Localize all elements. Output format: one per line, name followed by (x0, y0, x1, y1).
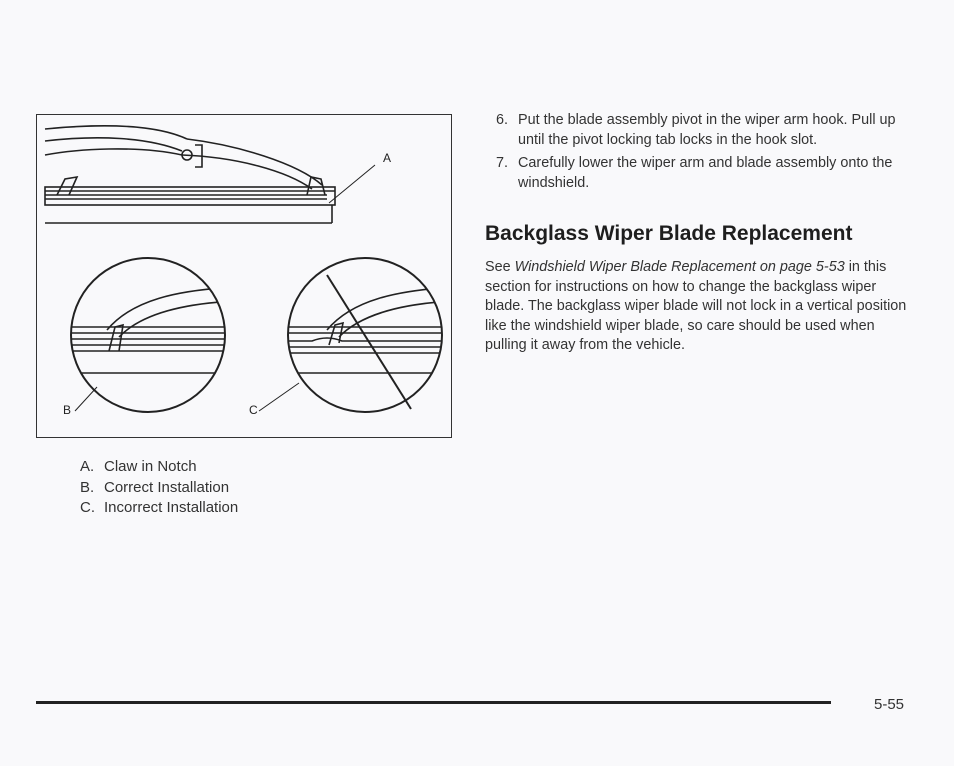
step-7: 7. Carefully lower the wiper arm and blade assembly onto the windshield. (496, 155, 893, 191)
page-number: 5-55 (874, 696, 905, 713)
callout-b-leader (75, 387, 97, 411)
step-6: 6. Put the blade assembly pivot in the wiper arm hook. Pull up until the pivot locking tab locks in the hook slot. (496, 112, 896, 148)
wiper-illustration (36, 114, 452, 438)
section-paragraph: See Windshield Wiper Blade Replacement on page 5-53 in this section for instructions on how to change the backglass wiper blade. The backglass wiper blade will not lock in a vertical position like the windshield wiper blade, so care should be used when pulling it away from the vehicle. (485, 259, 907, 354)
footer-rule (36, 701, 831, 704)
legend-item-b: B. Correct Installation (80, 478, 230, 496)
legend-item-a: A. Claw in Notch (80, 458, 197, 475)
section-heading: Backglass Wiper Blade Replacement (485, 222, 853, 245)
callout-c-leader (259, 383, 299, 411)
callout-b-label: B (63, 403, 72, 417)
procedure-steps (496, 111, 906, 197)
callout-a-label: A (383, 151, 392, 165)
callout-c-label: C (249, 403, 258, 417)
wiper-arm-overview (45, 126, 335, 233)
detail-correct-installation (57, 258, 237, 412)
callout-a-leader (329, 165, 375, 203)
cross-reference: Windshield Wiper Blade Replacement on page 5-53 (514, 259, 845, 275)
detail-incorrect-installation (277, 258, 453, 412)
legend-item-c: C. Incorrect Installation (80, 499, 239, 516)
figure-legend (80, 457, 238, 519)
